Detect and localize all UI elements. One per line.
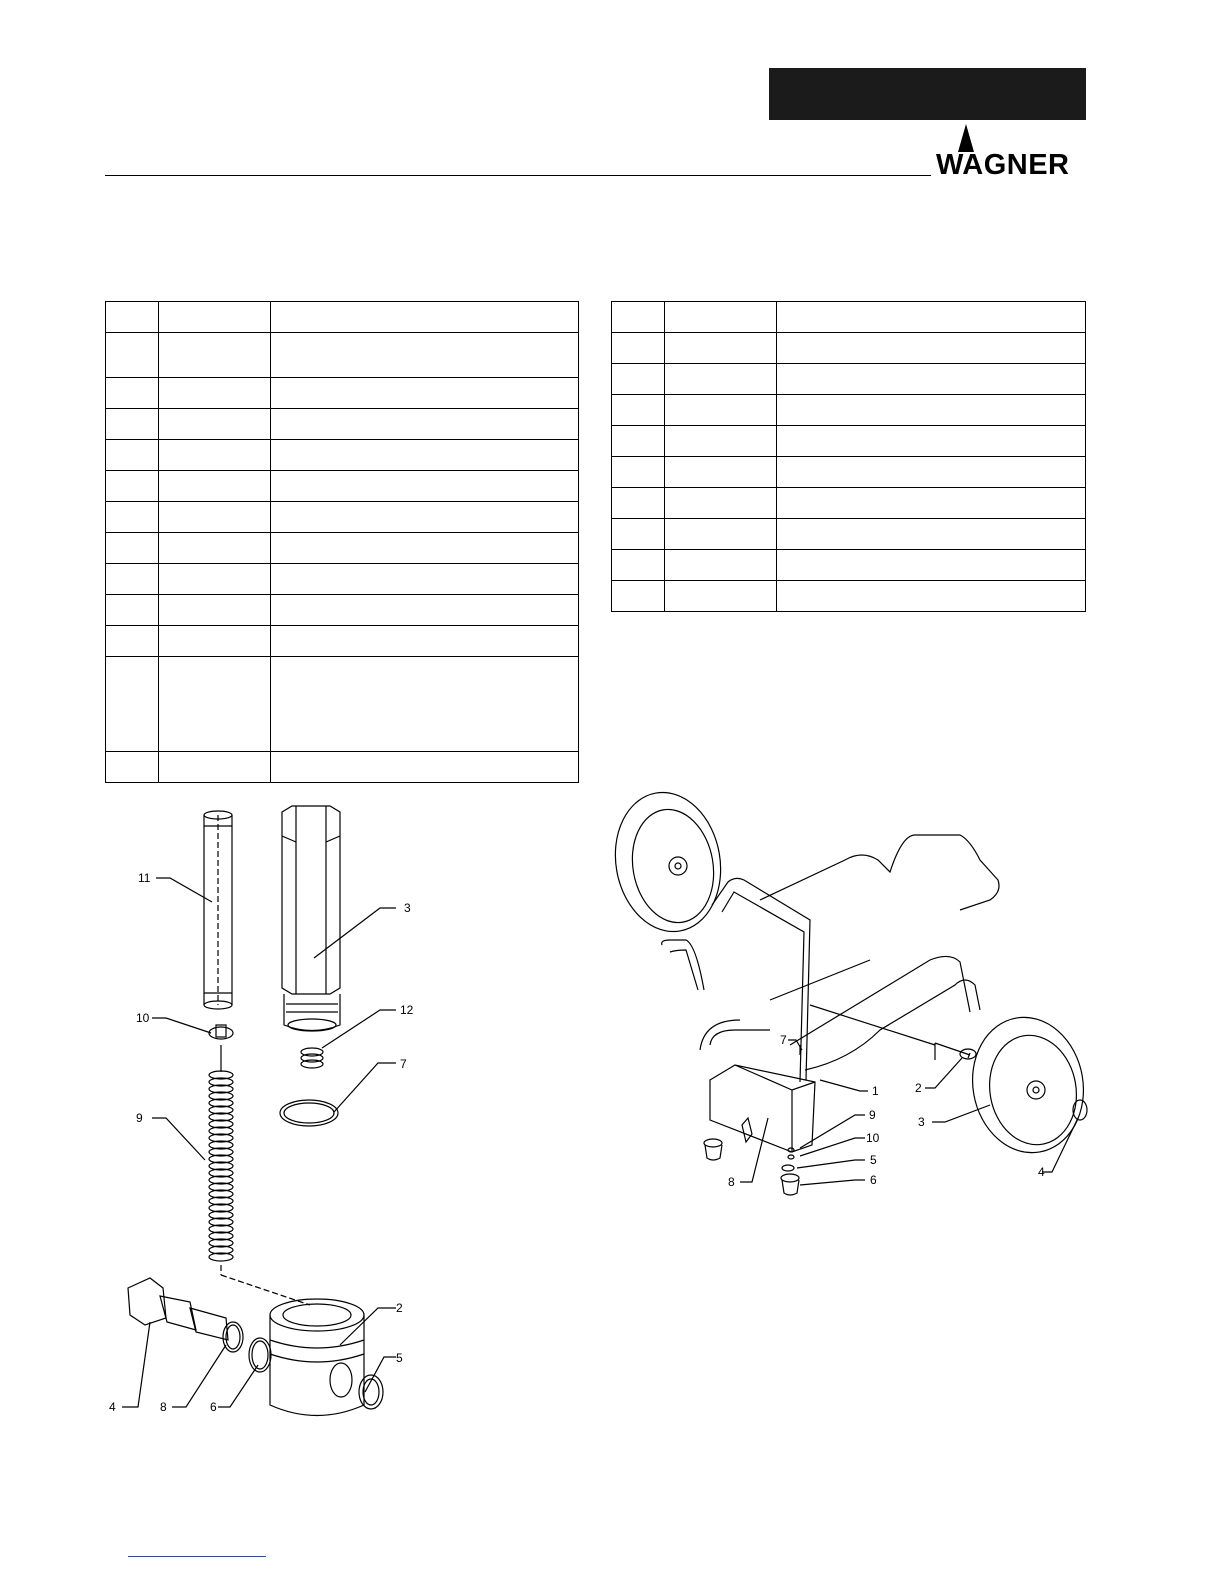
filter-housing-part: [282, 806, 340, 1031]
table-row: [612, 457, 1086, 488]
filter-callout-9: 9: [136, 1111, 143, 1125]
filter-callout-7: 7: [400, 1057, 407, 1071]
table-row: [106, 752, 579, 783]
table-row: [106, 533, 579, 564]
filter-callout-11: 11: [138, 871, 151, 885]
table-row: [612, 364, 1086, 395]
callout-labels: [109, 871, 414, 1414]
header-rule: [105, 175, 931, 176]
table-row: [106, 595, 579, 626]
cart-callout-9: 9: [869, 1108, 876, 1122]
table-row: [612, 395, 1086, 426]
table-row: [612, 488, 1086, 519]
cart-callout-7: 7: [780, 1033, 787, 1047]
brand-logo: [930, 124, 1090, 180]
cart-callout-10: 10: [866, 1131, 880, 1145]
cart-frame-part: [662, 835, 999, 1082]
table-row: [106, 378, 579, 409]
small-spring-part: [301, 1048, 323, 1068]
filter-callout-2: 2: [396, 1301, 403, 1315]
cart-callout-3: 3: [918, 1115, 925, 1129]
table-row: [612, 302, 1086, 333]
cart-callout-1: 1: [872, 1084, 879, 1098]
table-row: [106, 564, 579, 595]
parts-table-right: [611, 301, 1086, 612]
filter-callout-10: 10: [136, 1011, 150, 1025]
rubber-foot-part: [704, 1139, 722, 1160]
filter-exploded-drawing: [100, 800, 440, 1450]
parts-table-left: [105, 301, 579, 783]
long-spring-part: [209, 1045, 233, 1261]
washer-part: [782, 1165, 794, 1171]
brand-logo-text: WAGNER: [936, 149, 1070, 181]
callout-labels: [728, 1033, 1045, 1189]
table-row: [106, 409, 579, 440]
filter-callout-8: 8: [160, 1400, 167, 1414]
table-row: [106, 440, 579, 471]
wheel-part: [605, 790, 732, 940]
cart-callout-8: 8: [728, 1175, 735, 1189]
cart-callout-6: 6: [870, 1173, 877, 1187]
washer-part: [788, 1155, 794, 1159]
table-row: [612, 581, 1086, 612]
wagner-triangle-icon: [958, 124, 974, 152]
nut-part: [788, 1148, 794, 1152]
table-row: [106, 502, 579, 533]
table-row: [612, 333, 1086, 364]
table-row: [612, 550, 1086, 581]
washer-part: [209, 1025, 233, 1039]
filter-base-part: [270, 1299, 364, 1416]
rubber-foot-part: [781, 1174, 799, 1195]
footer-link-underline: [128, 1556, 266, 1557]
filter-cartridge-part: [204, 811, 232, 1009]
wheel-part: [962, 1008, 1094, 1161]
table-row: [612, 426, 1086, 457]
fitting-part: [128, 1278, 243, 1352]
table-row: [106, 657, 579, 752]
table-row: [106, 471, 579, 502]
o-ring-part: [280, 1100, 338, 1126]
filter-callout-4: 4: [109, 1400, 116, 1414]
filter-callout-6: 6: [210, 1400, 217, 1414]
cart-callout-4: 4: [1038, 1165, 1045, 1179]
filter-callout-5: 5: [396, 1351, 403, 1365]
table-row: [106, 302, 579, 333]
header-title-bar: [769, 68, 1086, 120]
seal-part: [249, 1338, 271, 1372]
table-row: [106, 333, 579, 378]
cart-exploded-drawing: [600, 790, 1100, 1210]
filter-callout-12: 12: [400, 1003, 414, 1017]
cart-callout-5: 5: [870, 1153, 877, 1167]
filter-callout-3: 3: [404, 901, 411, 915]
table-row: [612, 519, 1086, 550]
table-row: [106, 626, 579, 657]
cart-callout-2: 2: [915, 1081, 922, 1095]
